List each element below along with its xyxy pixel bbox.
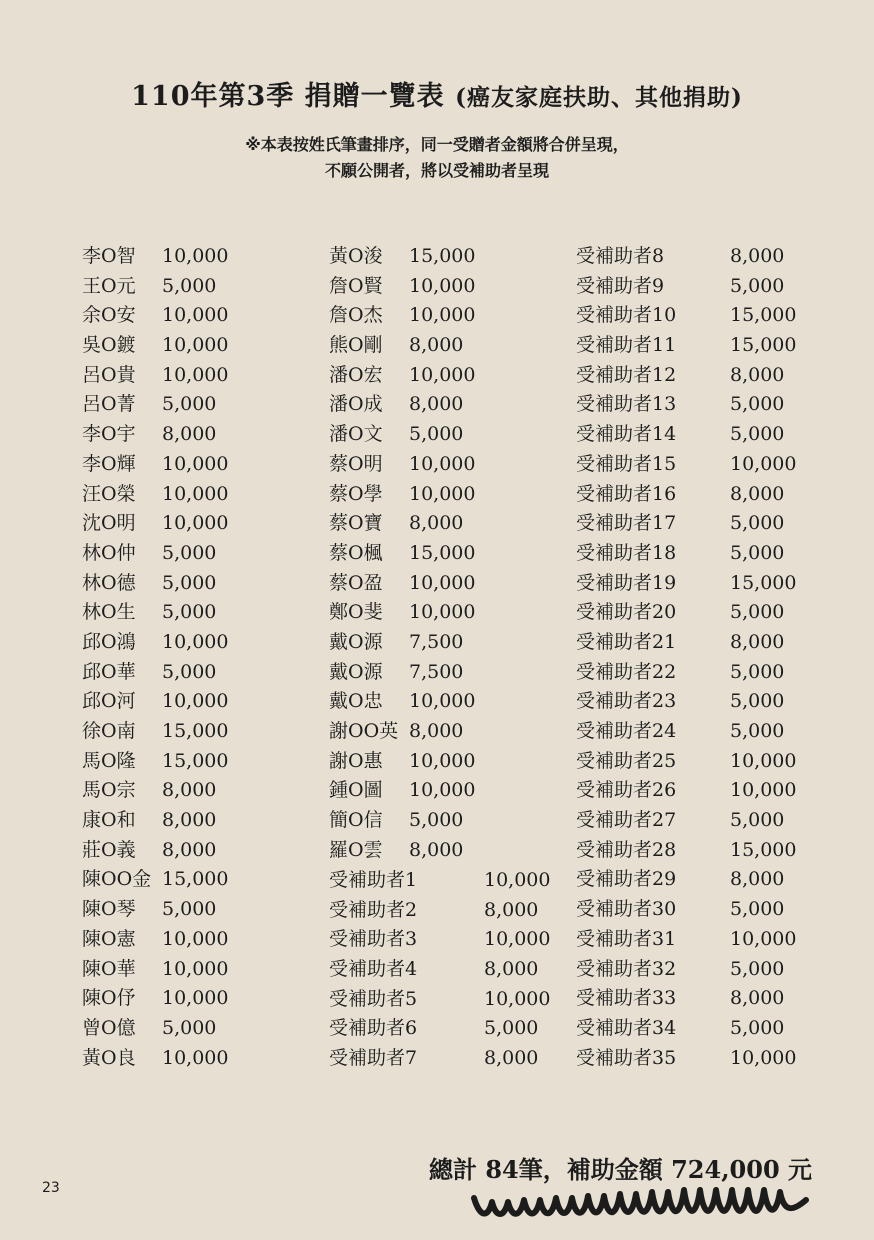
donor-name: 受補助者20: [576, 601, 677, 624]
donor-name: 受補助者8: [576, 245, 665, 267]
donor-name: 受補助者21: [576, 630, 677, 653]
donation-amount: 5,000: [730, 274, 785, 297]
donor-name: 詹O賢: [329, 274, 383, 297]
donor-name: 鍾O圖: [329, 779, 383, 802]
donation-amount: 8,000: [730, 245, 785, 267]
donor-name: 受補助者5: [329, 987, 418, 1010]
donor-name: 蔡O盈: [329, 571, 383, 594]
donor-name: 受補助者3: [329, 928, 418, 951]
donation-amount: 10,000: [162, 1046, 229, 1069]
donation-amount: 5,000: [730, 393, 785, 416]
donation-amount: 10,000: [162, 452, 229, 475]
donor-name: 受補助者23: [576, 690, 677, 713]
donation-amount: 8,000: [484, 1047, 539, 1070]
donor-name: 蔡O寶: [329, 512, 383, 535]
donor-name: 受補助者28: [576, 838, 677, 861]
donation-amount: 10,000: [409, 304, 476, 327]
donation-amount: 5,000: [409, 809, 464, 832]
donor-name: 受補助者18: [576, 541, 677, 564]
donor-name: 受補助者1: [329, 869, 418, 891]
donation-amount: 10,000: [484, 987, 551, 1010]
donor-name: 李O宇: [82, 423, 136, 446]
donation-amount: 10,000: [484, 869, 551, 891]
donation-amount: 10,000: [730, 749, 797, 772]
donor-name: 余O安: [82, 304, 136, 327]
donor-name: 受補助者26: [576, 779, 677, 802]
donor-name: 潘O成: [329, 393, 383, 416]
donation-amount: 10,000: [162, 304, 229, 327]
donation-amount: 5,000: [162, 601, 217, 624]
donation-amount: 5,000: [730, 690, 785, 713]
donation-amount: 15,000: [730, 304, 797, 327]
donation-amount: 8,000: [730, 363, 785, 386]
donation-amount: 10,000: [162, 245, 229, 267]
donor-name: 受補助者2: [329, 898, 418, 921]
donor-name: 李O輝: [82, 452, 136, 475]
donation-amount: 8,000: [409, 838, 464, 861]
donor-name: 受補助者27: [576, 809, 677, 832]
donor-name: 黃O浚: [329, 245, 383, 267]
donation-amount: 10,000: [730, 927, 797, 950]
donor-name: 詹O杰: [329, 304, 383, 327]
donor-name: 蔡O楓: [329, 541, 383, 564]
donation-amount: 10,000: [409, 452, 476, 475]
donor-name: 受補助者33: [576, 987, 677, 1010]
donation-amount: 10,000: [409, 274, 476, 297]
donor-name: 受補助者10: [576, 304, 677, 327]
donation-amount: 10,000: [162, 363, 229, 386]
donation-amount: 8,000: [730, 987, 785, 1010]
page-number: 23: [42, 1180, 60, 1196]
donation-amount: 5,000: [730, 601, 785, 624]
donor-name: 受補助者17: [576, 512, 677, 535]
donation-amount: 15,000: [162, 749, 229, 772]
donor-name: 受補助者35: [576, 1046, 677, 1069]
donation-amount: 10,000: [162, 927, 229, 950]
donor-name: 陳O伃: [82, 987, 136, 1010]
donation-amount: 10,000: [162, 987, 229, 1010]
donation-amount: 10,000: [409, 690, 476, 713]
donation-amount: 8,000: [162, 838, 217, 861]
donor-name: 受補助者31: [576, 927, 677, 950]
donation-amount: 5,000: [484, 1017, 539, 1040]
donor-name: 受補助者32: [576, 957, 677, 980]
donation-amount: 8,000: [730, 868, 785, 891]
donation-amount: 10,000: [409, 482, 476, 505]
donation-amount: 10,000: [409, 571, 476, 594]
donor-name: 陳O華: [82, 957, 136, 980]
donor-name: 邱O河: [82, 690, 136, 713]
donor-name: 潘O文: [329, 423, 383, 446]
donor-name: 受補助者15: [576, 452, 677, 475]
donor-name: 曾O億: [82, 1016, 136, 1039]
donation-amount: 8,000: [409, 512, 464, 535]
donation-amount: 5,000: [162, 541, 217, 564]
donor-name: 呂O菁: [82, 393, 136, 416]
donor-name: 受補助者14: [576, 423, 677, 446]
donation-amount: 5,000: [162, 1016, 217, 1039]
donor-name: 謝OO英: [329, 720, 399, 742]
donation-amount: 10,000: [730, 1046, 797, 1069]
donor-name: 謝O惠: [329, 749, 383, 772]
donor-name: 受補助者12: [576, 363, 677, 386]
donor-name: 受補助者30: [576, 898, 677, 921]
donation-amount: 10,000: [484, 928, 551, 951]
donation-amount: 15,000: [162, 868, 229, 891]
donor-name: 陳O琴: [82, 898, 136, 921]
donor-name: 蔡O明: [329, 452, 383, 475]
donation-amount: 10,000: [409, 749, 476, 772]
donor-name: 林O德: [82, 571, 136, 594]
donor-name: 受補助者7: [329, 1047, 418, 1070]
donor-name: 受補助者34: [576, 1016, 677, 1039]
donation-amount: 5,000: [730, 512, 785, 535]
donor-name: 受補助者11: [576, 334, 677, 357]
donation-amount: 5,000: [730, 541, 785, 564]
donor-name: 徐O南: [82, 720, 136, 742]
donation-amount: 15,000: [730, 571, 797, 594]
donor-name: 受補助者25: [576, 749, 677, 772]
donation-amount: 5,000: [730, 660, 785, 683]
donation-amount: 8,000: [730, 630, 785, 653]
donor-name: 受補助者24: [576, 720, 677, 742]
donor-name: 受補助者6: [329, 1017, 418, 1040]
donor-name: 吳O鍍: [82, 334, 136, 357]
donor-name: 受補助者13: [576, 393, 677, 416]
donation-amount: 5,000: [730, 423, 785, 446]
donor-name: 陳O憲: [82, 927, 136, 950]
donation-amount: 10,000: [162, 630, 229, 653]
donor-name: 李O智: [82, 245, 136, 267]
donor-name: 受補助者16: [576, 482, 677, 505]
donor-name: 呂O貴: [82, 363, 136, 386]
donor-name: 戴O源: [329, 660, 383, 683]
donor-name: 康O和: [82, 809, 136, 832]
donation-amount: 5,000: [162, 393, 217, 416]
donation-amount: 8,000: [730, 482, 785, 505]
donor-name: 黃O良: [82, 1046, 136, 1069]
donor-name: 戴O忠: [329, 690, 383, 713]
donation-amount: 5,000: [162, 571, 217, 594]
donor-name: 潘O宏: [329, 363, 383, 386]
donation-amount: 15,000: [730, 334, 797, 357]
donation-amount: 10,000: [409, 363, 476, 386]
donor-name: 林O仲: [82, 541, 136, 564]
donation-amount: 8,000: [409, 334, 464, 357]
donation-amount: 8,000: [484, 898, 539, 921]
page-title: [0, 74, 874, 113]
donor-name: 蔡O學: [329, 482, 383, 505]
donor-name: 林O生: [82, 601, 136, 624]
donor-name: 受補助者4: [329, 958, 418, 981]
donation-amount: 7,500: [409, 630, 464, 653]
donor-name: 受補助者22: [576, 660, 677, 683]
donation-amount: 5,000: [730, 898, 785, 921]
donor-name: 受補助者19: [576, 571, 677, 594]
donation-amount: 10,000: [730, 779, 797, 802]
donation-amount: 5,000: [730, 809, 785, 832]
donation-amount: 8,000: [162, 809, 217, 832]
sort-note: [0, 132, 874, 184]
donation-amount: 10,000: [409, 601, 476, 624]
donor-name: 邱O華: [82, 660, 136, 683]
donor-name: 熊O剛: [329, 334, 383, 357]
grand-total: 總計 84筆，補助金額 724,000 元: [428, 1155, 812, 1184]
donation-amount: 10,000: [162, 334, 229, 357]
donation-amount: 5,000: [162, 898, 217, 921]
note-line-1: ※本表按姓氏筆畫排序，同一受贈者金額將合併呈現，: [245, 135, 629, 154]
donation-amount: 8,000: [484, 958, 539, 981]
donor-name: 王O元: [82, 274, 136, 297]
donation-amount: 10,000: [409, 779, 476, 802]
donation-amount: 15,000: [730, 838, 797, 861]
title-sub: (癌友家庭扶助、其他捐助): [455, 84, 743, 111]
donation-amount: 5,000: [162, 274, 217, 297]
donation-amount: 10,000: [162, 957, 229, 980]
donation-amount: 10,000: [162, 690, 229, 713]
donation-amount: 15,000: [409, 245, 476, 267]
title-main: 110年第3季 捐贈一覽表: [131, 81, 445, 112]
donation-amount: 8,000: [162, 779, 217, 802]
donor-name: 馬O宗: [82, 779, 136, 802]
donation-amount: 5,000: [162, 660, 217, 683]
donation-amount: 15,000: [409, 541, 476, 564]
donation-amount: 5,000: [730, 720, 785, 742]
donation-amount: 8,000: [409, 720, 464, 742]
donation-amount: 5,000: [730, 957, 785, 980]
donor-name: 陳OO金: [82, 868, 152, 891]
donation-amount: 10,000: [730, 452, 797, 475]
donor-name: 邱O鴻: [82, 630, 136, 653]
squiggle-decoration: [470, 1186, 815, 1226]
donation-amount: 5,000: [409, 423, 464, 446]
donation-amount: 8,000: [162, 423, 217, 446]
donor-name: 沈O明: [82, 512, 136, 535]
donation-amount: 8,000: [409, 393, 464, 416]
donor-name: 羅O雲: [329, 838, 383, 861]
donor-name: 汪O榮: [82, 482, 136, 505]
donor-name: 受補助者9: [576, 274, 665, 297]
note-line-2: 不願公開者，將以受補助者呈現: [324, 161, 549, 180]
donation-amount: 5,000: [730, 1016, 785, 1039]
donor-name: 戴O源: [329, 630, 383, 653]
donor-name: 簡O信: [329, 809, 383, 832]
donation-amount: 10,000: [162, 482, 229, 505]
donation-amount: 7,500: [409, 660, 464, 683]
donor-name: 莊O義: [82, 838, 136, 861]
donation-amount: 10,000: [162, 512, 229, 535]
donation-amount: 15,000: [162, 720, 229, 742]
donor-name: 受補助者29: [576, 868, 677, 891]
donor-name: 馬O隆: [82, 749, 136, 772]
donor-name: 鄭O斐: [329, 601, 383, 624]
